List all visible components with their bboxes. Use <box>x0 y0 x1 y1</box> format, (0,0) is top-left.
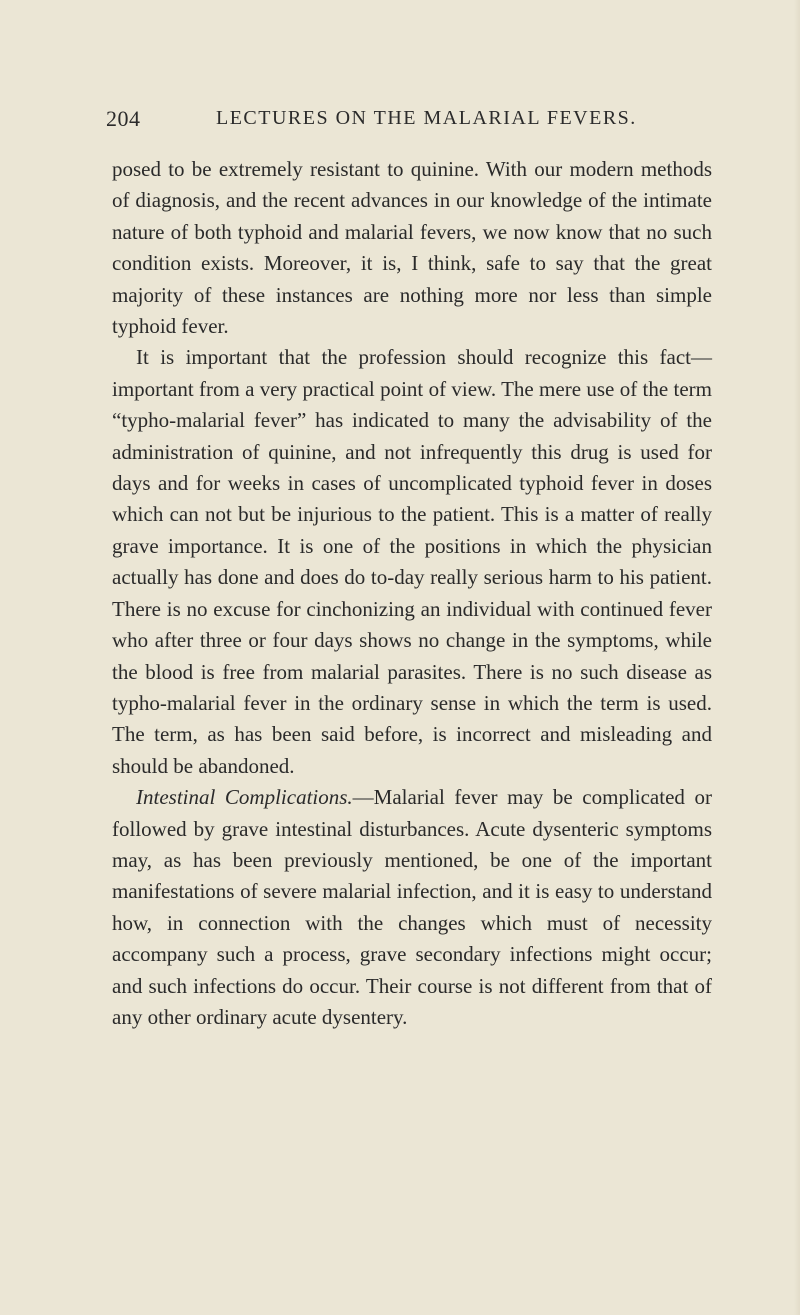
paragraph-intestinal-body: —Malarial fever may be complicated or followed by grave intestinal disturbances. Acute dysenteric symptoms may, as has been previously mentioned, be one of the important manifestations of severe malarial infection, and it is easy to understand how, in connection with the changes which must of necessity accompany such a process, grave secondary infections might occur; and such infections do occur. Their course is not different from that of any other ordinary acute dysentery. <box>112 785 712 1029</box>
running-head: LECTURES ON THE MALARIAL FEVERS. <box>216 107 637 129</box>
paragraph-intestinal-complications <box>112 782 712 1033</box>
paragraph-continuation: posed to be extremely resistant to quinine. With our modern methods of diagnosis, and the recent advances in our knowledge of the intimate nature of both typhoid and malarial fevers, we now know that no such condition exists. Moreover, it is, I think, safe to say that the great majority of these instances are nothing more nor less than simple typhoid fever. <box>112 157 712 339</box>
page-number: 204 <box>106 106 141 131</box>
paragraph-typho-malarial: It is important that the profession should recognize this fact—important from a very practical point of view. The mere use of the term “typho-malarial fever” has indicated to many the advisability of the administration of quinine, and not infrequently this drug is used for days and for weeks in cases of uncomplicated typhoid fever in doses which can not but be injurious to the patient. This is a matter of really grave importance. It is one of the positions in which the physician actually has done and does do to-day really serious harm to his patient. There is no excuse for cinchonizing an individual with continued fever who after three or four days shows no change in the symptoms, while the blood is free from malarial parasites. There is no such disease as typho-malarial fever in the ordinary sense in which the term is used. The term, as has been said before, is incorrect and misleading and should be abandoned. <box>112 345 712 778</box>
body-text <box>112 154 712 1033</box>
page-edge <box>794 0 800 1315</box>
section-heading-intestinal-complications: Intestinal Complications. <box>136 785 353 810</box>
page-header <box>106 106 706 140</box>
